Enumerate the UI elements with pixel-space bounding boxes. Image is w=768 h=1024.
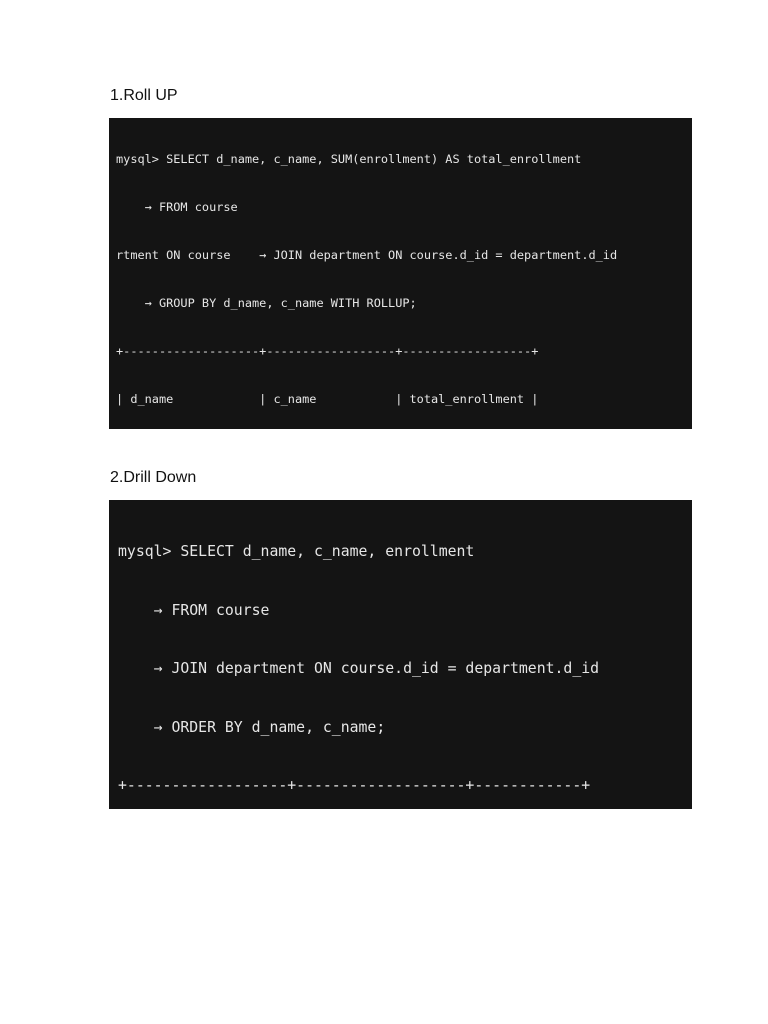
query-line: mysql> SELECT d_name, c_name, enrollment <box>118 543 475 560</box>
query-line: rtment ON course → JOIN department ON course.d_id = department.d_id <box>116 248 618 262</box>
query-line: → JOIN department ON course.d_id = department.d_id <box>118 660 600 677</box>
rollup-heading: 1.Roll UP <box>110 87 178 104</box>
query-line: mysql> SELECT d_name, c_name, SUM(enrollment) AS total_enrollment <box>116 152 582 166</box>
query-line: → FROM course <box>116 200 238 214</box>
query-line: → ORDER BY d_name, c_name; <box>118 718 386 736</box>
drilldown-heading: 2.Drill Down <box>110 469 197 486</box>
drilldown-terminal-screenshot <box>109 500 692 809</box>
table-border: +------------------+-------------------+------------+ <box>118 777 591 794</box>
rollup-terminal-screenshot <box>109 118 692 429</box>
query-line: → GROUP BY d_name, c_name WITH ROLLUP; <box>116 296 417 310</box>
query-line: → FROM course <box>118 601 270 619</box>
table-border: +-------------------+------------------+------------------+ <box>116 344 539 358</box>
table-header: | d_name | c_name | total_enrollment | <box>116 392 539 406</box>
